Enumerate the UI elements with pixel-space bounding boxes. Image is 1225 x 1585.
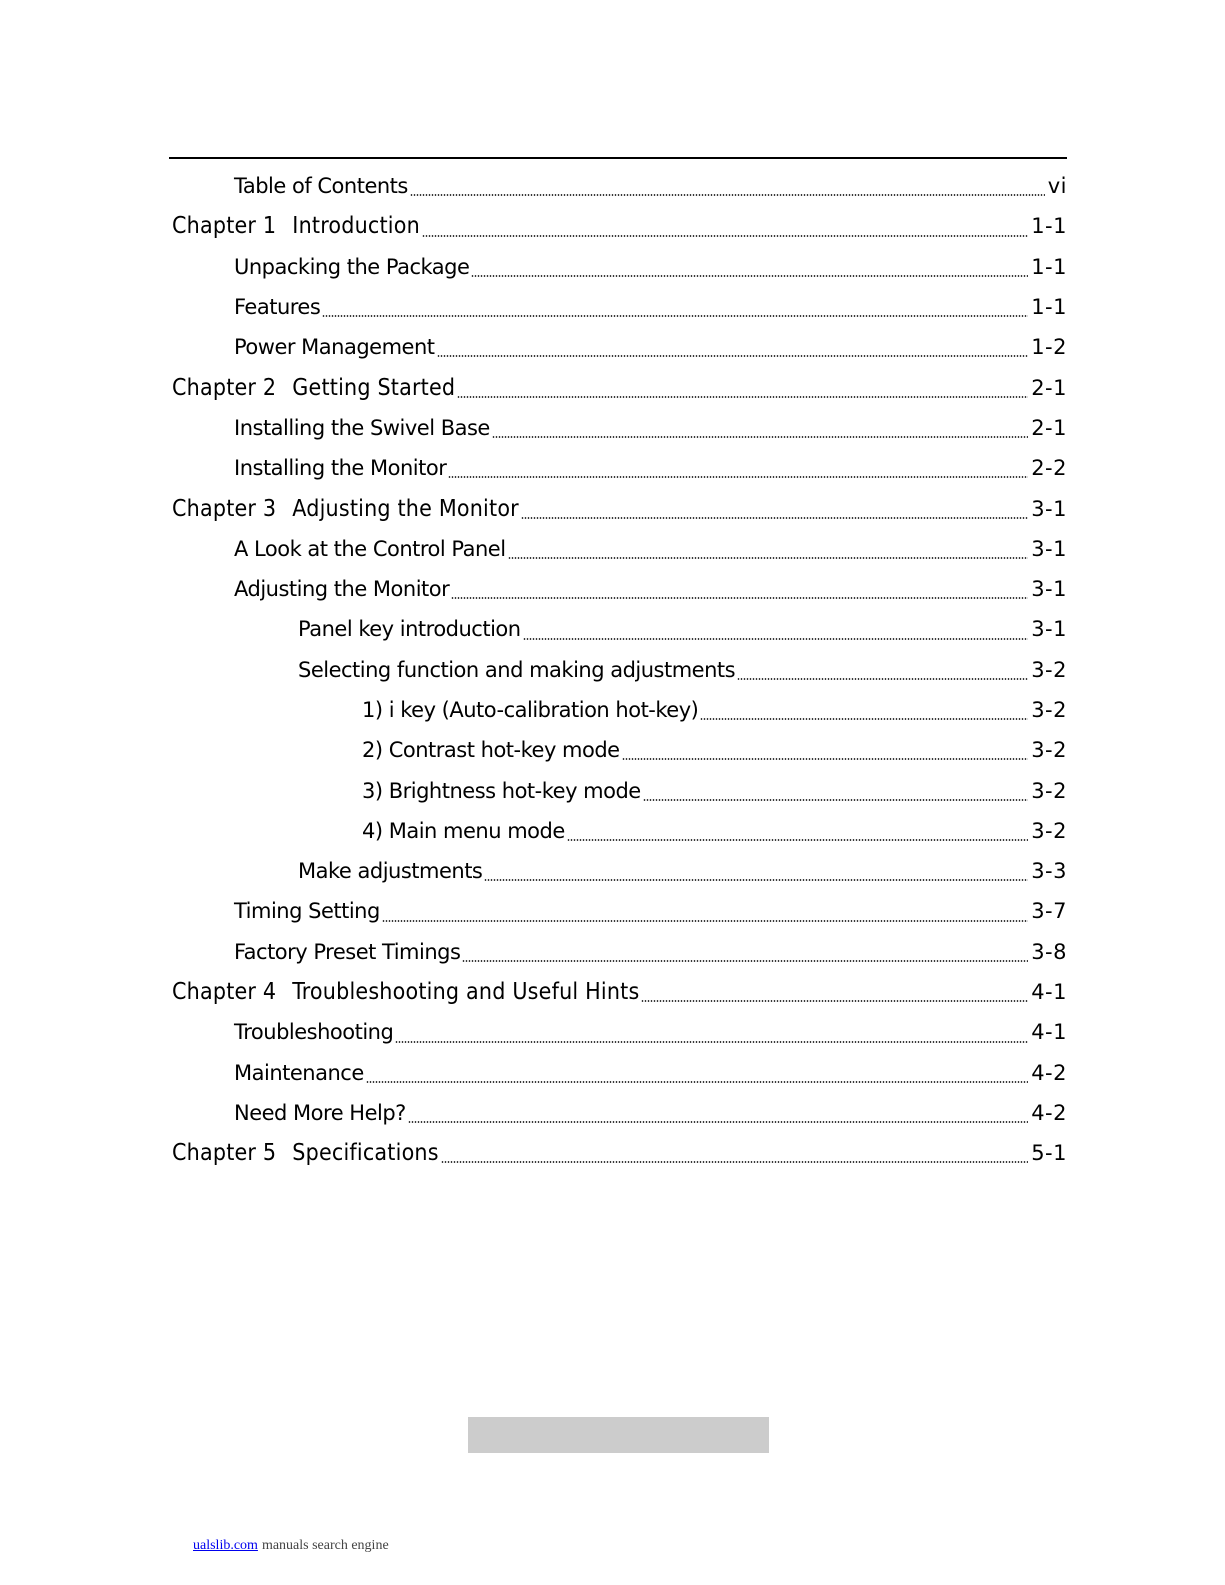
toc-title-text: 1) i key (Auto-calibration hot-key)	[362, 698, 699, 722]
toc-chapter-entry[interactable]	[172, 367, 1067, 407]
footer-tagline: manuals search engine	[261, 1538, 389, 1553]
dot-leader	[700, 718, 1028, 720]
dot-leader	[641, 1000, 1028, 1002]
toc-chapter-entry[interactable]	[172, 972, 1067, 1012]
toc-entry-title	[234, 295, 320, 319]
toc-entry[interactable]	[172, 1012, 1067, 1052]
toc-entry[interactable]	[172, 1093, 1067, 1133]
toc-entry-title	[298, 859, 482, 883]
toc-page-number: vi	[1047, 174, 1067, 199]
toc-entry-title	[234, 940, 460, 964]
toc-entry-title	[172, 213, 420, 239]
toc-page-number: 2-1	[1031, 375, 1067, 400]
toc-entry[interactable]	[172, 891, 1067, 931]
dot-leader	[622, 758, 1029, 760]
toc-page-number: 3-8	[1031, 939, 1067, 964]
toc-page-number: 4-2	[1031, 1100, 1067, 1125]
dot-leader	[448, 476, 1028, 478]
toc-entry-title	[172, 375, 455, 401]
toc-chapter-number: Chapter 3	[172, 495, 277, 522]
toc-page-number: 3-7	[1031, 899, 1067, 924]
top-rule	[169, 157, 1067, 159]
footer	[127, 1538, 389, 1554]
toc-title-text: 3) Brightness hot-key mode	[362, 778, 641, 803]
toc-page-number: 4-1	[1031, 980, 1067, 1005]
toc-title-text: Panel key introduction	[298, 617, 521, 642]
toc-page-number: 3-1	[1031, 577, 1067, 602]
table-of-contents	[172, 166, 1067, 1173]
page-number-box	[468, 1417, 769, 1453]
toc-entry[interactable]	[172, 247, 1067, 287]
toc-title-text: Maintenance	[234, 1060, 364, 1085]
dot-leader	[395, 1041, 1028, 1043]
toc-entry-title	[234, 1061, 364, 1085]
toc-entry[interactable]	[172, 327, 1067, 367]
dot-leader	[737, 678, 1028, 680]
toc-page-number: 3-1	[1031, 536, 1067, 561]
toc-entry[interactable]	[172, 529, 1067, 569]
toc-entry-title	[298, 617, 521, 641]
toc-title-text: Power Management	[234, 335, 435, 360]
toc-page-number: 1-1	[1031, 214, 1067, 239]
toc-entry[interactable]	[172, 650, 1067, 690]
toc-title-text: Unpacking the Package	[234, 254, 470, 279]
toc-entry[interactable]	[172, 811, 1067, 851]
toc-page-number: 1-2	[1031, 335, 1067, 360]
toc-title-text: Selecting function and making adjustments	[298, 657, 736, 682]
dot-leader	[422, 235, 1028, 237]
dot-leader	[521, 517, 1028, 519]
dot-leader	[508, 557, 1029, 559]
toc-title-text: Make adjustments	[298, 859, 483, 884]
toc-entry[interactable]	[172, 851, 1067, 891]
toc-title-text: 4) Main menu mode	[362, 818, 565, 843]
toc-entry-title	[362, 698, 698, 722]
toc-chapter-number: Chapter 2	[172, 374, 277, 401]
toc-title-text: Installing the Monitor	[234, 456, 447, 481]
dot-leader	[462, 960, 1028, 962]
toc-title-text: Features	[234, 295, 321, 320]
dot-leader	[382, 920, 1028, 922]
toc-title-text: Factory Preset Timings	[234, 939, 461, 964]
toc-page-number: 3-2	[1031, 778, 1067, 803]
toc-entry-title	[234, 899, 380, 923]
toc-entry-title	[234, 1020, 393, 1044]
manualslib-link[interactable]: ualslib.com	[193, 1538, 258, 1553]
toc-page-number: 1-1	[1031, 295, 1067, 320]
dot-leader	[322, 315, 1028, 317]
toc-page-number: 2-2	[1031, 456, 1067, 481]
dot-leader	[643, 799, 1028, 801]
toc-page-number: 3-3	[1031, 859, 1067, 884]
dot-leader	[437, 355, 1029, 357]
dot-leader	[457, 396, 1028, 398]
toc-entry-title	[362, 779, 641, 803]
dot-leader	[523, 638, 1029, 640]
dot-leader	[408, 1121, 1028, 1123]
toc-entry[interactable]	[172, 690, 1067, 730]
toc-entry[interactable]	[172, 166, 1067, 206]
toc-entry[interactable]	[172, 408, 1067, 448]
toc-page-number: 3-2	[1031, 738, 1067, 763]
toc-title-text: Troubleshooting and Useful Hints	[292, 979, 640, 1006]
toc-title-text: Adjusting the Monitor	[292, 495, 519, 522]
toc-chapter-number: Chapter 5	[172, 1140, 277, 1167]
toc-entry-title	[234, 335, 435, 359]
toc-page-number: 3-2	[1031, 818, 1067, 843]
toc-entry-title	[234, 255, 469, 279]
toc-entry[interactable]	[172, 448, 1067, 488]
dot-leader	[567, 839, 1028, 841]
dot-leader	[441, 1161, 1028, 1163]
toc-chapter-entry[interactable]	[172, 1133, 1067, 1173]
toc-entry-title	[172, 979, 639, 1005]
toc-title-text: A Look at the Control Panel	[234, 536, 506, 561]
toc-entry-title	[234, 174, 408, 198]
toc-title-text: Need More Help?	[234, 1100, 406, 1125]
toc-title-text: Introduction	[292, 213, 420, 240]
toc-chapter-entry[interactable]	[172, 206, 1067, 246]
toc-entry-title	[234, 537, 506, 561]
toc-page-number: 3-1	[1031, 617, 1067, 642]
dot-leader	[484, 879, 1028, 881]
toc-entry[interactable]	[172, 569, 1067, 609]
toc-title-text: Table of Contents	[234, 174, 408, 199]
dot-leader	[366, 1081, 1028, 1083]
toc-page-number: 4-1	[1031, 1020, 1067, 1045]
toc-entry[interactable]	[172, 287, 1067, 327]
dot-leader	[492, 436, 1028, 438]
toc-chapter-number: Chapter 1	[172, 213, 277, 240]
toc-page-number: 3-1	[1031, 496, 1067, 521]
toc-entry-title	[234, 416, 490, 440]
toc-entry-title	[362, 738, 620, 762]
toc-entry-title	[172, 1140, 439, 1166]
toc-entry-title	[298, 658, 735, 682]
toc-entry[interactable]	[172, 932, 1067, 972]
toc-chapter-number: Chapter 4	[172, 979, 277, 1006]
toc-entry[interactable]	[172, 730, 1067, 770]
toc-title-text: Getting Started	[292, 374, 456, 401]
toc-page-number: 4-2	[1031, 1060, 1067, 1085]
toc-entry-title	[172, 496, 519, 522]
toc-entry-title	[234, 1101, 406, 1125]
toc-entry[interactable]	[172, 770, 1067, 810]
toc-entry[interactable]	[172, 609, 1067, 649]
toc-title-text: Timing Setting	[234, 899, 380, 924]
toc-page-number: 5-1	[1031, 1141, 1067, 1166]
toc-title-text: Troubleshooting	[234, 1020, 394, 1045]
toc-title-text: 2) Contrast hot-key mode	[362, 738, 620, 763]
toc-entry-title	[234, 456, 446, 480]
dot-leader	[451, 597, 1028, 599]
toc-title-text: Specifications	[292, 1140, 439, 1167]
toc-page-number: 1-1	[1031, 254, 1067, 279]
dot-leader	[410, 194, 1045, 196]
toc-entry[interactable]	[172, 1053, 1067, 1093]
toc-page-number: 3-2	[1031, 657, 1067, 682]
toc-title-text: Installing the Swivel Base	[234, 415, 490, 440]
toc-title-text: Adjusting the Monitor	[234, 577, 450, 602]
toc-chapter-entry[interactable]	[172, 488, 1067, 528]
toc-page-number: 2-1	[1031, 415, 1067, 440]
toc-page-number: 3-2	[1031, 698, 1067, 722]
toc-entry-title	[234, 577, 449, 601]
dot-leader	[471, 275, 1028, 277]
toc-entry-title	[362, 819, 565, 843]
